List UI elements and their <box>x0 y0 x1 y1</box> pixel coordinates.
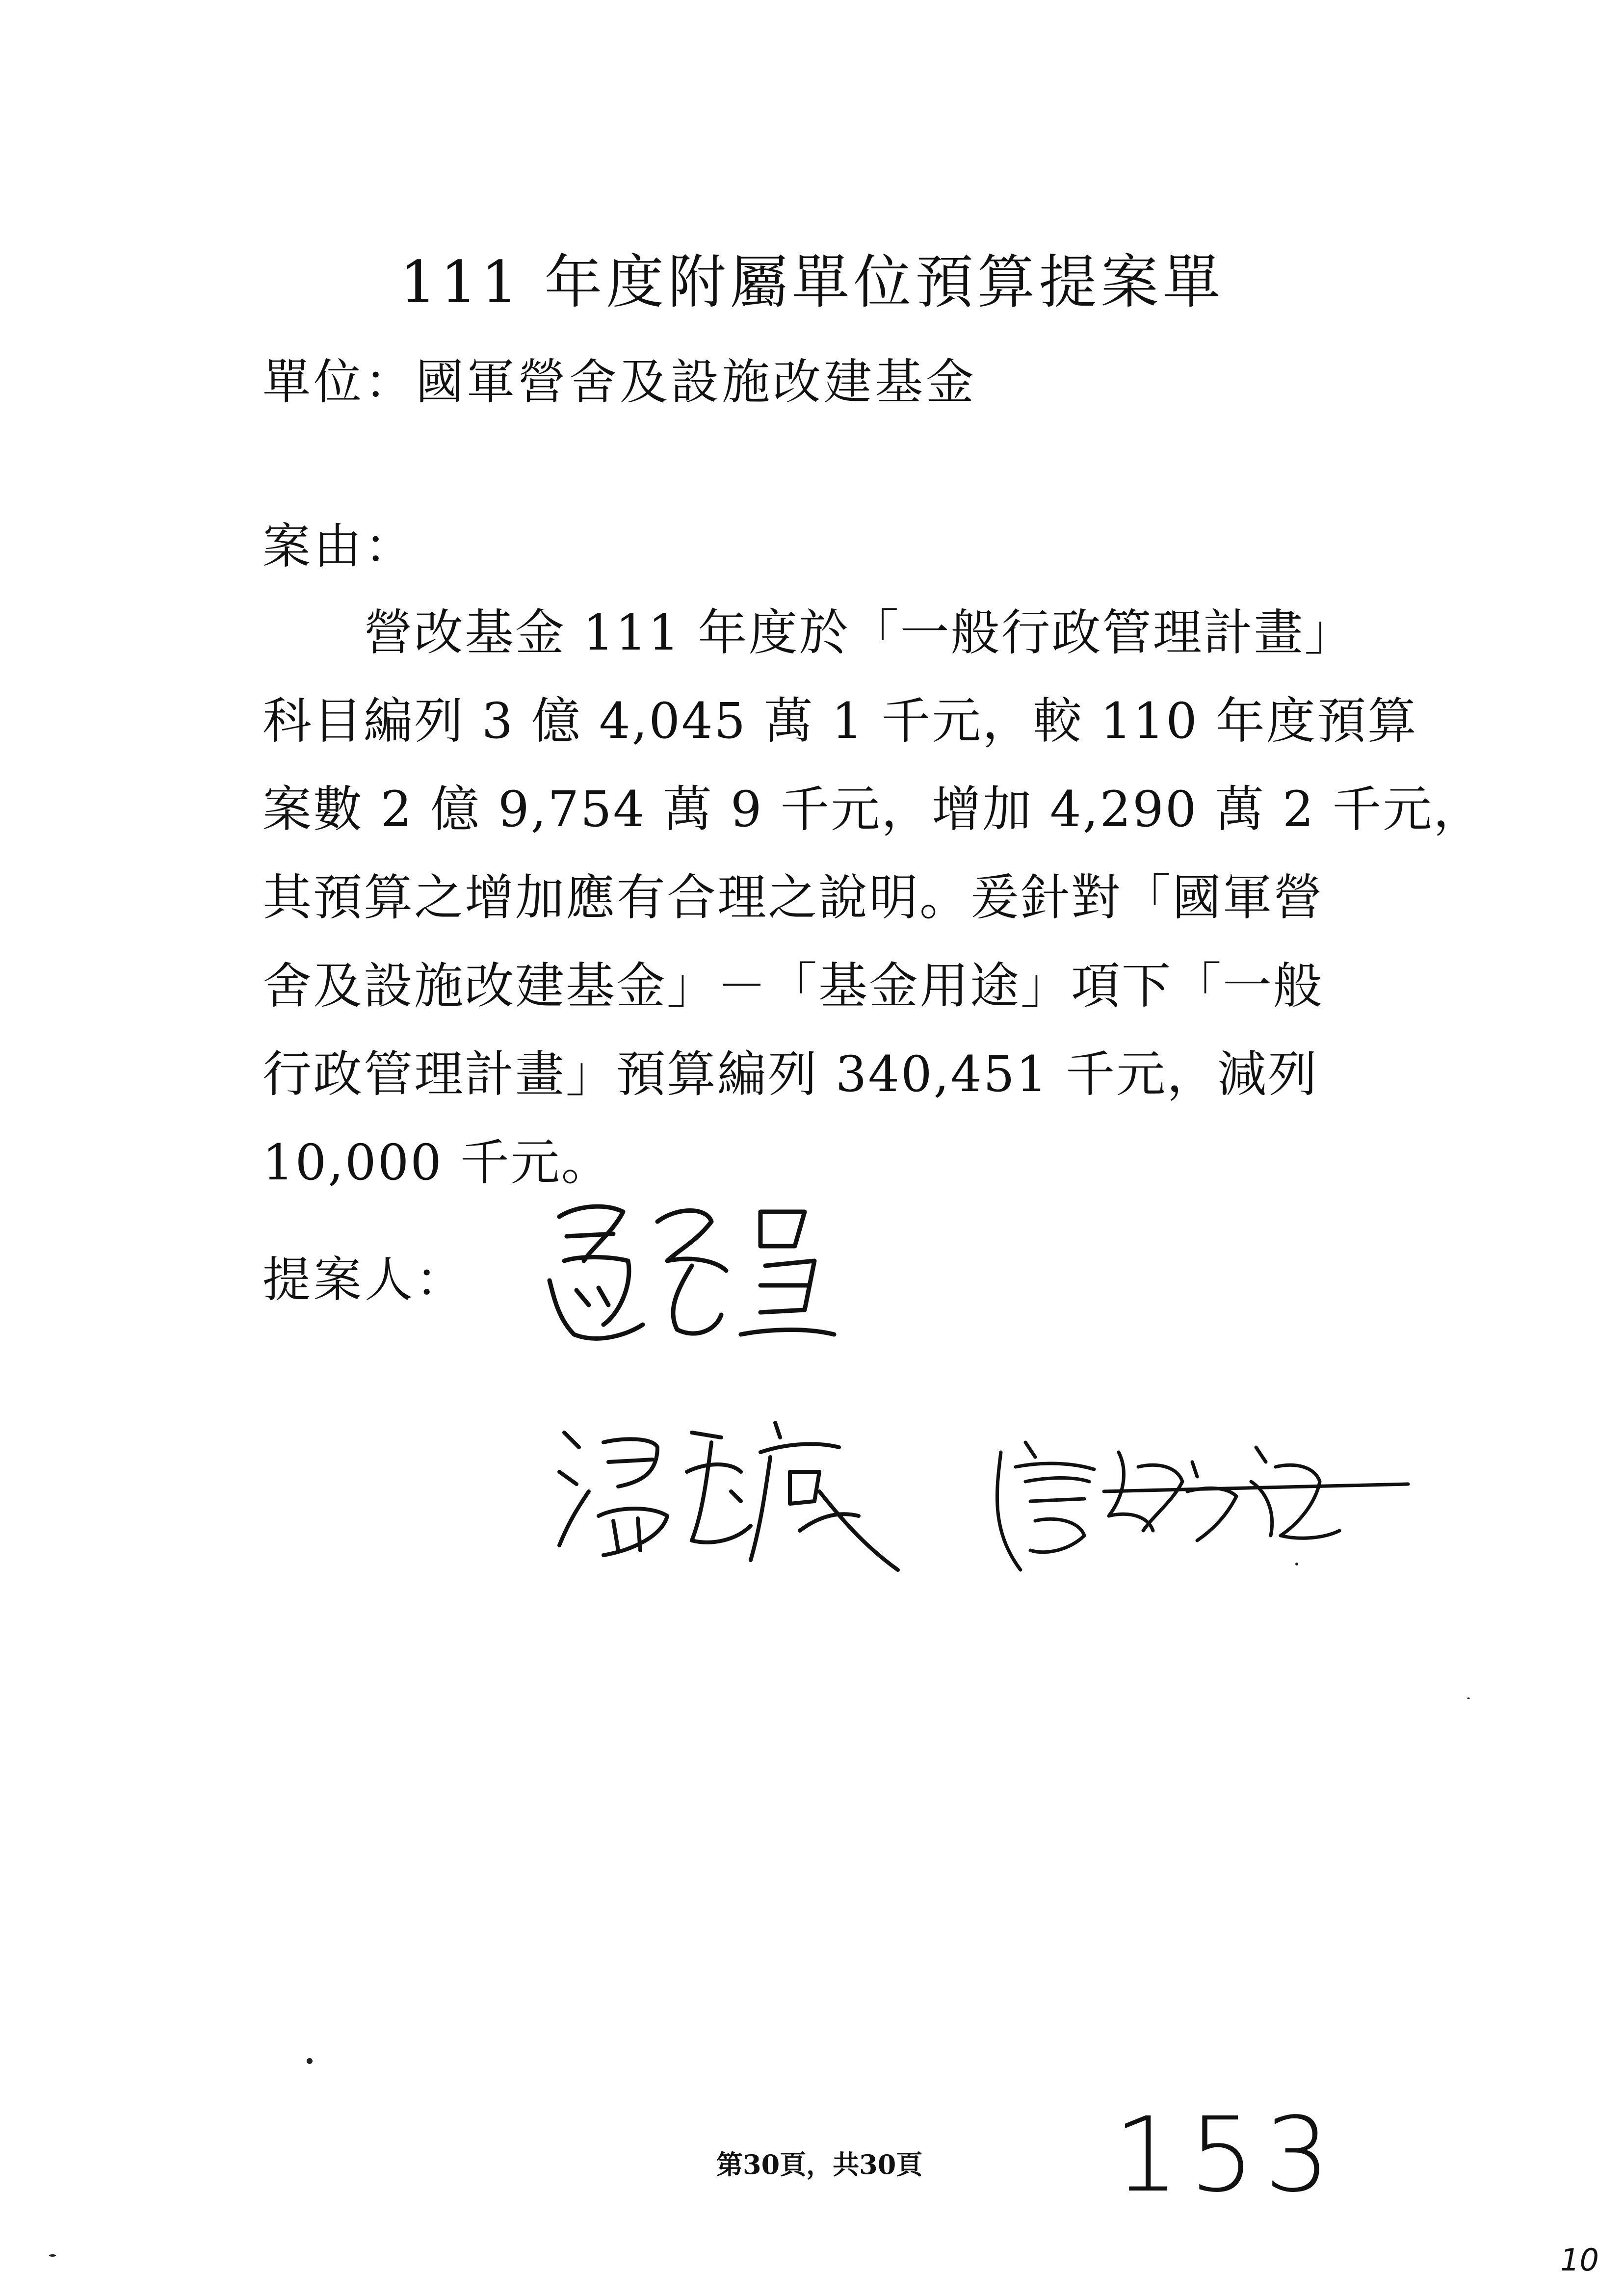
scan-speck <box>49 2254 56 2257</box>
body-line-3: 案數 2 億 9,754 萬 9 千元，增加 4,290 萬 2 千元， <box>262 781 1484 838</box>
scan-speck <box>307 2058 313 2064</box>
body-line-6: 行政管理計畫」預算編列 340,451 千元，減列 <box>262 1045 1319 1103</box>
body-line-5: 舍及設施改建基金」－「基金用途」項下「一般 <box>262 957 1324 1015</box>
signature-1 <box>530 1187 844 1364</box>
corner-number: 10 <box>1560 2242 1599 2278</box>
page-footer: 第30頁，共30頁 <box>716 2149 923 2180</box>
body-line-4: 其預算之增加應有合理之說明。爰針對「國軍營 <box>262 869 1324 926</box>
scan-speck <box>1295 1563 1298 1565</box>
body-line-7: 10,000 千元。 <box>262 1134 612 1191</box>
signature-2 <box>545 1403 937 1590</box>
scan-speck <box>1467 1697 1470 1699</box>
case-label: 案由： <box>262 519 416 574</box>
body-line-1: 營改基金 111 年度於「一般行政管理計畫」 <box>262 604 1355 661</box>
body-line-2: 科目編列 3 億 4,045 萬 1 千元，較 110 年度預算 <box>262 692 1418 750</box>
proposer-label: 提案人： <box>262 1252 467 1308</box>
handwritten-page-number: 153 <box>1114 2095 1340 2215</box>
signature-3 <box>981 1423 1423 1599</box>
case-body <box>262 589 1484 1207</box>
document-title: 111 年度附屬單位預算提案單 <box>399 248 1225 316</box>
unit-line: 單位：國軍營舍及設施改建基金 <box>262 354 977 410</box>
